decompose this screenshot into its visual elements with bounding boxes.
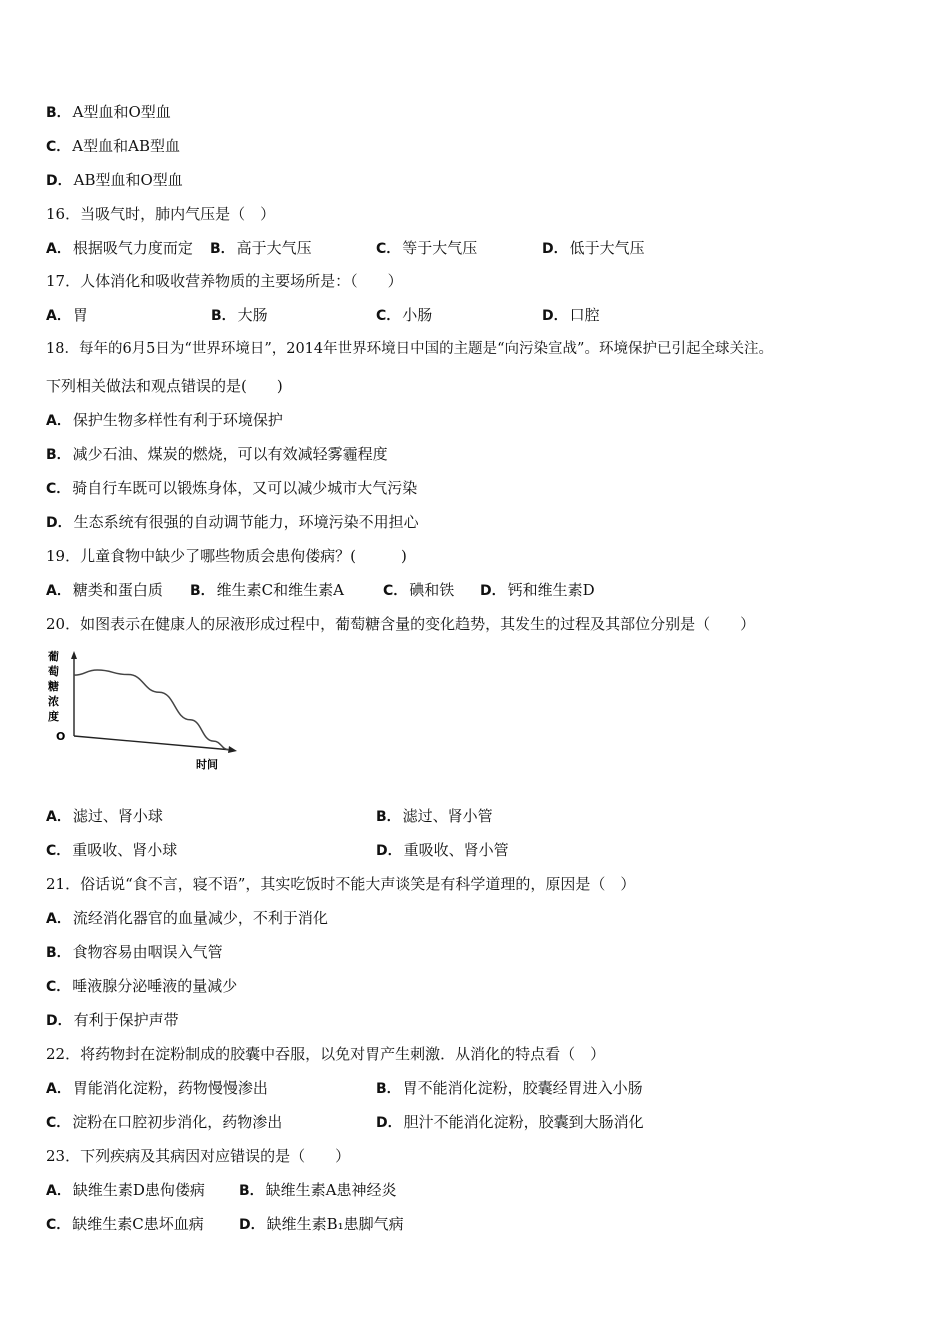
- option-label: C．: [376, 308, 401, 324]
- option-label: B．: [376, 809, 401, 825]
- option-label: D．: [542, 308, 568, 324]
- q17-stem: 17．人体消化和吸收营养物质的主要场所是：（ ）: [46, 272, 403, 290]
- q16-stem: 16．当吸气时，肺内气压是（ ）: [46, 205, 276, 223]
- q15-option-b: [46, 101, 171, 123]
- option-label: D．: [480, 583, 506, 599]
- option-label: B．: [239, 1183, 264, 1199]
- q23-option-a: [46, 1179, 205, 1202]
- option-label: A．: [46, 241, 71, 257]
- q16-option-b: [210, 237, 312, 260]
- q22-option-b: [376, 1077, 643, 1100]
- glucose-chart-svg: [44, 648, 244, 776]
- option-label: A．: [46, 413, 71, 429]
- option-text: 生态系统有很强的自动调节能力，环境污染不用担心: [73, 513, 419, 531]
- q19-options: [46, 579, 906, 601]
- q16-option-a: [46, 237, 193, 260]
- y-axis-label-char: 萄: [48, 665, 59, 678]
- q20-options-row1: [46, 805, 906, 827]
- q22-options-row2: [46, 1111, 906, 1133]
- option-text: 缺维生素A患神经炎: [265, 1181, 397, 1199]
- y-axis-label-char: 度: [48, 710, 59, 723]
- origin-label: O: [56, 730, 66, 743]
- option-label: B．: [46, 105, 71, 121]
- option-text: 小肠: [402, 306, 433, 324]
- option-text: 胆汁不能消化淀粉，胶囊到大肠消化: [403, 1113, 644, 1131]
- option-label: B．: [376, 1081, 401, 1097]
- q20-options-row2: [46, 839, 906, 861]
- option-label: C．: [46, 1115, 71, 1131]
- option-label: D．: [46, 1013, 72, 1029]
- q17-option-d: [542, 304, 600, 327]
- q18-stem-line2: 下列相关做法和观点错误的是( ): [46, 377, 283, 395]
- q16-option-d: [542, 237, 645, 260]
- q15-option-d: [46, 169, 183, 191]
- option-label: B．: [46, 945, 71, 961]
- option-label: C．: [376, 241, 401, 257]
- x-axis: [74, 736, 232, 750]
- q18-option-a: [46, 409, 283, 431]
- option-text: AB型血和O型血: [73, 171, 183, 189]
- q19-option-a: [46, 579, 163, 602]
- option-label: C．: [46, 1217, 71, 1233]
- glucose-chart: [44, 648, 244, 776]
- option-text: 流经消化器官的血量减少，不利于消化: [72, 909, 328, 927]
- option-text: 胃: [72, 306, 88, 324]
- option-label: B．: [210, 241, 235, 257]
- option-label: D．: [46, 173, 72, 189]
- option-label: A．: [46, 583, 71, 599]
- q15-option-c: [46, 135, 180, 157]
- option-text: 胃能消化淀粉，药物慢慢渗出: [72, 1079, 268, 1097]
- option-text: 钙和维生素D: [507, 581, 595, 599]
- option-label: A．: [46, 1081, 71, 1097]
- option-text: 根据吸气力度而定: [72, 239, 193, 257]
- option-text: 重吸收、肾小管: [403, 841, 509, 859]
- q17-options: [46, 304, 906, 326]
- q22-options-row1: [46, 1077, 906, 1099]
- q21-option-a: [46, 907, 328, 929]
- option-text: 唾液腺分泌唾液的量减少: [72, 977, 238, 995]
- q22-stem: 22．将药物封在淀粉制成的胶囊中吞服，以免对胃产生刺激．从消化的特点看（ ）: [46, 1045, 606, 1063]
- q18-stem-line1: 18．每年的6月5日为“世界环境日”，2014年世界环境日中国的主题是“向污染宣战”。环境保护已引起全球关注。: [46, 341, 773, 357]
- option-text: 重吸收、肾小球: [72, 841, 178, 859]
- q19-stem: 19．儿童食物中缺少了哪些物质会患佝偻病？( ): [46, 547, 407, 565]
- option-label: B．: [211, 308, 236, 324]
- q20-stem: 20．如图表示在健康人的尿液形成过程中，葡萄糖含量的变化趋势，其发生的过程及其部位分别是（ ）: [46, 615, 756, 633]
- option-text: 口腔: [569, 306, 600, 324]
- q21-option-b: [46, 941, 223, 963]
- q21-option-d: [46, 1009, 179, 1031]
- option-label: A．: [46, 308, 71, 324]
- x-axis-label: 时间: [196, 758, 218, 771]
- q20-option-a: [46, 805, 163, 828]
- q22-option-d: [376, 1111, 644, 1134]
- option-text: 缺维生素D患佝偻病: [72, 1181, 205, 1199]
- option-text: 等于大气压: [402, 239, 478, 257]
- option-text: 减少石油、煤炭的燃烧，可以有效减轻雾霾程度: [72, 445, 388, 463]
- option-label: C．: [383, 583, 408, 599]
- q23-option-c: [46, 1213, 204, 1236]
- option-label: D．: [376, 843, 402, 859]
- option-label: D．: [46, 515, 72, 531]
- option-text: 维生素C和维生素A: [216, 581, 344, 599]
- option-text: 高于大气压: [236, 239, 312, 257]
- option-label: C．: [46, 139, 71, 155]
- q22-option-c: [46, 1111, 282, 1134]
- q23-option-b: [239, 1179, 397, 1202]
- option-text: 骑自行车既可以锻炼身体，又可以减少城市大气污染: [72, 479, 418, 497]
- option-text: 缺维生素B₁患脚气病: [266, 1215, 404, 1233]
- q16-options: [46, 237, 906, 259]
- y-axis-arrow-icon: [71, 651, 77, 659]
- option-text: A型血和O型血: [72, 103, 171, 121]
- y-axis-label-char: 糖: [48, 680, 59, 693]
- option-text: 食物容易由咽误入气管: [72, 943, 223, 961]
- option-label: B．: [46, 447, 71, 463]
- q20-option-d: [376, 839, 509, 862]
- x-axis-arrow-icon: [228, 746, 237, 753]
- option-text: 保护生物多样性有利于环境保护: [72, 411, 283, 429]
- option-label: C．: [46, 979, 71, 995]
- q17-option-b: [211, 304, 268, 327]
- option-text: 淀粉在口腔初步消化，药物渗出: [72, 1113, 283, 1131]
- q23-stem: 23．下列疾病及其病因对应错误的是（ ）: [46, 1147, 351, 1165]
- q18-option-d: [46, 511, 419, 533]
- option-text: 糖类和蛋白质: [72, 581, 163, 599]
- q23-options-row2: [46, 1213, 906, 1235]
- option-text: A型血和AB型血: [72, 137, 180, 155]
- q19-option-c: [383, 579, 454, 602]
- option-label: A．: [46, 1183, 71, 1199]
- option-label: C．: [46, 481, 71, 497]
- option-label: C．: [46, 843, 71, 859]
- option-text: 滤过、肾小球: [72, 807, 163, 825]
- q20-option-c: [46, 839, 177, 862]
- option-label: A．: [46, 809, 71, 825]
- y-axis-label-char: 浓: [48, 695, 59, 708]
- option-text: 滤过、肾小管: [402, 807, 493, 825]
- q16-option-c: [376, 237, 477, 260]
- q17-option-a: [46, 304, 88, 327]
- option-label: B．: [190, 583, 215, 599]
- option-label: A．: [46, 911, 71, 927]
- option-label: D．: [239, 1217, 265, 1233]
- y-axis-label: [48, 649, 59, 723]
- q21-stem: 21．俗话说“食不言，寝不语”，其实吃饭时不能大声谈笑是有科学道理的，原因是（ ）: [46, 875, 636, 893]
- option-label: D．: [542, 241, 568, 257]
- option-text: 大肠: [237, 306, 268, 324]
- option-text: 碘和铁: [409, 581, 455, 599]
- option-text: 胃不能消化淀粉，胶囊经胃进入小肠: [402, 1079, 643, 1097]
- q22-option-a: [46, 1077, 268, 1100]
- q21-option-c: [46, 975, 237, 997]
- option-text: 缺维生素C患坏血病: [72, 1215, 204, 1233]
- q19-option-d: [480, 579, 595, 602]
- y-axis-label-char: 葡: [48, 650, 59, 663]
- q18-option-c: [46, 477, 417, 499]
- q17-option-c: [376, 304, 432, 327]
- q18-option-b: [46, 443, 388, 465]
- option-text: 有利于保护声带: [73, 1011, 179, 1029]
- option-text: 低于大气压: [569, 239, 645, 257]
- q23-options-row1: [46, 1179, 906, 1201]
- q20-option-b: [376, 805, 493, 828]
- option-label: D．: [376, 1115, 402, 1131]
- q19-option-b: [190, 579, 344, 602]
- q23-option-d: [239, 1213, 404, 1236]
